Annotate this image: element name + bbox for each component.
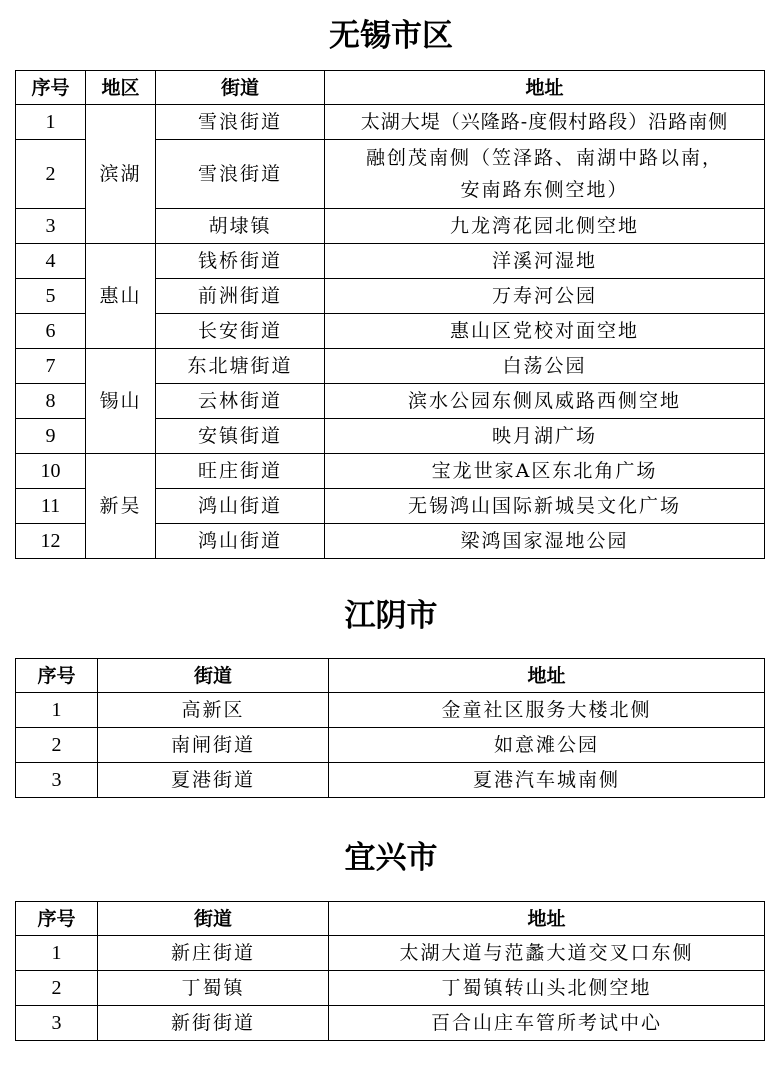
street-cell: 新庄街道 bbox=[98, 936, 329, 971]
street-cell: 东北塘街道 bbox=[156, 349, 325, 384]
header-address: 地址 bbox=[325, 71, 765, 105]
street-cell: 鸿山街道 bbox=[156, 489, 325, 524]
address-cell: 丁蜀镇转山头北侧空地 bbox=[329, 971, 765, 1006]
row-no: 1 bbox=[16, 693, 98, 728]
row-no: 3 bbox=[16, 763, 98, 798]
header-no: 序号 bbox=[16, 71, 86, 105]
address-cell: 夏港汽车城南侧 bbox=[329, 763, 765, 798]
header-street: 街道 bbox=[98, 659, 329, 693]
header-street: 街道 bbox=[156, 71, 325, 105]
table-header-row bbox=[16, 902, 765, 936]
table-row bbox=[16, 454, 765, 489]
wuxi-urban-table bbox=[15, 70, 765, 559]
street-cell: 钱桥街道 bbox=[156, 244, 325, 279]
address-cell: 宝龙世家A区东北角广场 bbox=[325, 454, 765, 489]
street-cell: 长安街道 bbox=[156, 314, 325, 349]
header-street: 街道 bbox=[98, 902, 329, 936]
street-cell: 雪浪街道 bbox=[156, 140, 325, 209]
row-no: 10 bbox=[16, 454, 86, 489]
address-cell: 洋溪河湿地 bbox=[325, 244, 765, 279]
row-no: 3 bbox=[16, 209, 86, 244]
address-cell: 金童社区服务大楼北侧 bbox=[329, 693, 765, 728]
row-no: 5 bbox=[16, 279, 86, 314]
district-cell: 惠山 bbox=[86, 244, 156, 349]
table-row bbox=[16, 105, 765, 140]
row-no: 1 bbox=[16, 936, 98, 971]
table-row bbox=[16, 244, 765, 279]
table-row bbox=[16, 763, 765, 798]
street-cell: 新街街道 bbox=[98, 1006, 329, 1041]
address-cell: 万寿河公园 bbox=[325, 279, 765, 314]
address-cell: 白荡公园 bbox=[325, 349, 765, 384]
street-cell: 安镇街道 bbox=[156, 419, 325, 454]
address-cell: 如意滩公园 bbox=[329, 728, 765, 763]
row-no: 2 bbox=[16, 971, 98, 1006]
street-cell: 南闸街道 bbox=[98, 728, 329, 763]
row-no: 3 bbox=[16, 1006, 98, 1041]
address-cell: 太湖大道与范蠡大道交叉口东侧 bbox=[329, 936, 765, 971]
street-cell: 夏港街道 bbox=[98, 763, 329, 798]
header-no: 序号 bbox=[16, 902, 98, 936]
table-header-row bbox=[16, 659, 765, 693]
row-no: 9 bbox=[16, 419, 86, 454]
address-cell: 百合山庄车管所考试中心 bbox=[329, 1006, 765, 1041]
address-cell: 九龙湾花园北侧空地 bbox=[325, 209, 765, 244]
table-row bbox=[16, 936, 765, 971]
address-cell: 映月湖广场 bbox=[325, 419, 765, 454]
table-row bbox=[16, 693, 765, 728]
yixing-table bbox=[15, 901, 765, 1041]
district-cell: 滨湖 bbox=[86, 105, 156, 244]
address-line: 安南路东侧空地） bbox=[460, 179, 629, 201]
street-cell: 高新区 bbox=[98, 693, 329, 728]
header-district: 地区 bbox=[86, 71, 156, 105]
address-cell: 梁鸿国家湿地公园 bbox=[325, 524, 765, 559]
row-no: 2 bbox=[16, 728, 98, 763]
district-cell: 锡山 bbox=[86, 349, 156, 454]
street-cell: 丁蜀镇 bbox=[98, 971, 329, 1006]
table-row bbox=[16, 1006, 765, 1041]
row-no: 12 bbox=[16, 524, 86, 559]
section-title-jiangyin: 江阴市 bbox=[344, 598, 438, 634]
section-title-yixing: 宜兴市 bbox=[344, 840, 438, 876]
address-cell: 滨水公园东侧凤威路西侧空地 bbox=[325, 384, 765, 419]
street-cell: 前洲街道 bbox=[156, 279, 325, 314]
row-no: 2 bbox=[16, 140, 86, 209]
jiangyin-table bbox=[15, 658, 765, 798]
row-no: 7 bbox=[16, 349, 86, 384]
district-cell: 新吴 bbox=[86, 454, 156, 559]
header-no: 序号 bbox=[16, 659, 98, 693]
table-row bbox=[16, 728, 765, 763]
address-cell bbox=[325, 140, 765, 209]
header-address: 地址 bbox=[329, 902, 765, 936]
row-no: 11 bbox=[16, 489, 86, 524]
street-cell: 胡埭镇 bbox=[156, 209, 325, 244]
section-title-wuxi-urban: 无锡市区 bbox=[329, 18, 453, 54]
address-cell: 太湖大堤（兴隆路-度假村路段）沿路南侧 bbox=[325, 105, 765, 140]
street-cell: 云林街道 bbox=[156, 384, 325, 419]
row-no: 8 bbox=[16, 384, 86, 419]
header-address: 地址 bbox=[329, 659, 765, 693]
street-cell: 鸿山街道 bbox=[156, 524, 325, 559]
row-no: 6 bbox=[16, 314, 86, 349]
table-header-row bbox=[16, 71, 765, 105]
address-line: 融创茂南侧（笠泽路、南湖中路以南， bbox=[365, 147, 723, 169]
row-no: 1 bbox=[16, 105, 86, 140]
street-cell: 旺庄街道 bbox=[156, 454, 325, 489]
address-cell: 无锡鸿山国际新城吴文化广场 bbox=[325, 489, 765, 524]
table-row bbox=[16, 971, 765, 1006]
address-cell: 惠山区党校对面空地 bbox=[325, 314, 765, 349]
street-cell: 雪浪街道 bbox=[156, 105, 325, 140]
table-row bbox=[16, 349, 765, 384]
row-no: 4 bbox=[16, 244, 86, 279]
